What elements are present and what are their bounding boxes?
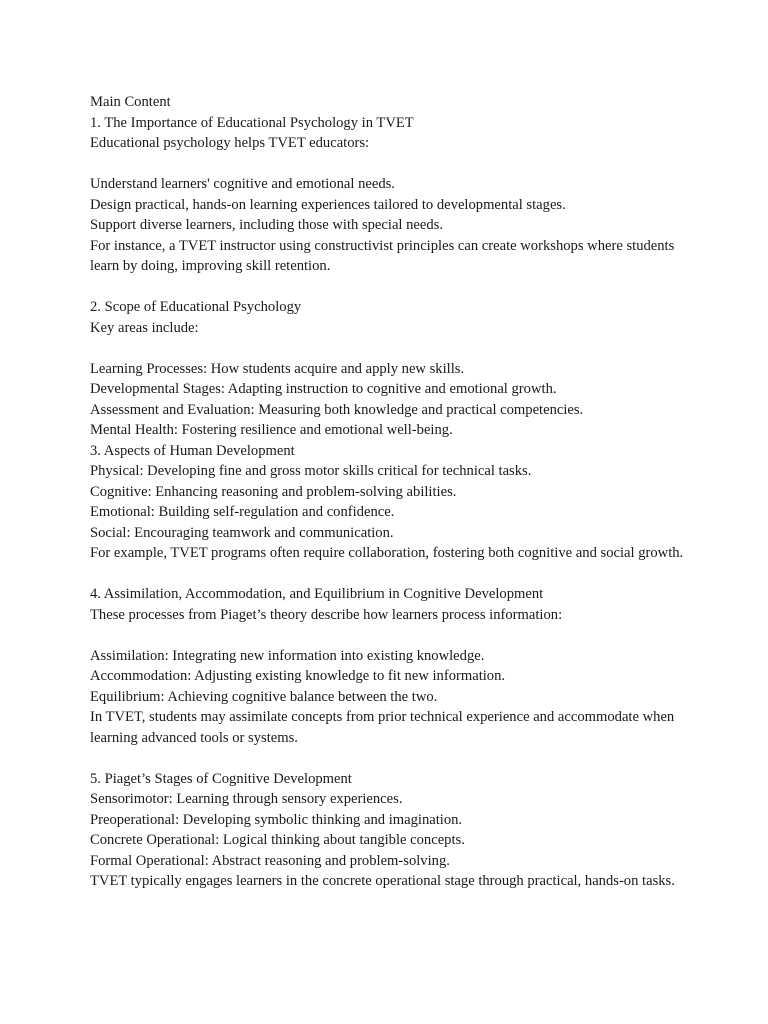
- blank-line: [90, 277, 690, 298]
- blank-line: [90, 338, 690, 359]
- list-item: Developmental Stages: Adapting instruction to cognitive and emotional growth.: [90, 381, 557, 397]
- section-example: For instance, a TVET instructor using constructivist principles can create workshops where students learn by doing, improving skill retention.: [90, 237, 675, 274]
- list-item: Assessment and Evaluation: Measuring both knowledge and practical competencies.: [90, 401, 584, 418]
- section-intro: Key areas include:: [90, 319, 199, 336]
- list-item: Mental Health: Fostering resilience and emotional well-being.: [90, 422, 453, 438]
- blank-line: [90, 154, 690, 175]
- list-item: Formal Operational: Abstract reasoning and problem-solving.: [90, 852, 450, 869]
- section-example: In TVET, students may assimilate concepts from prior technical experience and accommodate when learning advanced tools or systems.: [90, 709, 675, 746]
- section-heading: 2. Scope of Educational Psychology: [90, 299, 302, 315]
- section-example: TVET typically engages learners in the concrete operational stage through practical, hands-on tasks.: [90, 873, 675, 889]
- section-heading: 5. Piaget’s Stages of Cognitive Development: [90, 770, 352, 787]
- list-item: Physical: Developing fine and gross motor skills critical for technical tasks.: [90, 463, 532, 479]
- list-item: Social: Encouraging teamwork and communication.: [90, 524, 394, 541]
- list-item: Accommodation: Adjusting existing knowledge to fit new information.: [90, 668, 506, 684]
- section-heading: 4. Assimilation, Accommodation, and Equilibrium in Cognitive Development: [90, 586, 544, 602]
- list-item: Design practical, hands-on learning experiences tailored to developmental stages.: [90, 196, 566, 213]
- section-intro: Educational psychology helps TVET educators:: [90, 135, 370, 151]
- list-item: Concrete Operational: Logical thinking about tangible concepts.: [90, 832, 465, 848]
- section-heading: 1. The Importance of Educational Psychology in TVET: [90, 114, 414, 131]
- section-heading: 3. Aspects of Human Development: [90, 442, 295, 459]
- section-example: For example, TVET programs often require collaboration, fostering both cognitive and social growth.: [90, 545, 684, 561]
- blank-line: [90, 748, 690, 769]
- list-item: Sensorimotor: Learning through sensory experiences.: [90, 791, 403, 807]
- document-page: [90, 92, 690, 892]
- list-item: Assimilation: Integrating new information into existing knowledge.: [90, 647, 485, 664]
- blank-line: [90, 564, 690, 585]
- list-item: Understand learners' cognitive and emotional needs.: [90, 176, 395, 192]
- list-item: Equilibrium: Achieving cognitive balance between the two.: [90, 688, 438, 705]
- list-item: Learning Processes: How students acquire and apply new skills.: [90, 360, 465, 377]
- main-heading: Main Content: [90, 94, 171, 110]
- list-item: Cognitive: Enhancing reasoning and problem-solving abilities.: [90, 483, 457, 500]
- blank-line: [90, 625, 690, 646]
- list-item: Emotional: Building self-regulation and confidence.: [90, 504, 395, 520]
- section-intro: These processes from Piaget’s theory describe how learners process information:: [90, 606, 563, 623]
- list-item: Support diverse learners, including those with special needs.: [90, 217, 444, 233]
- list-item: Preoperational: Developing symbolic thinking and imagination.: [90, 811, 463, 828]
